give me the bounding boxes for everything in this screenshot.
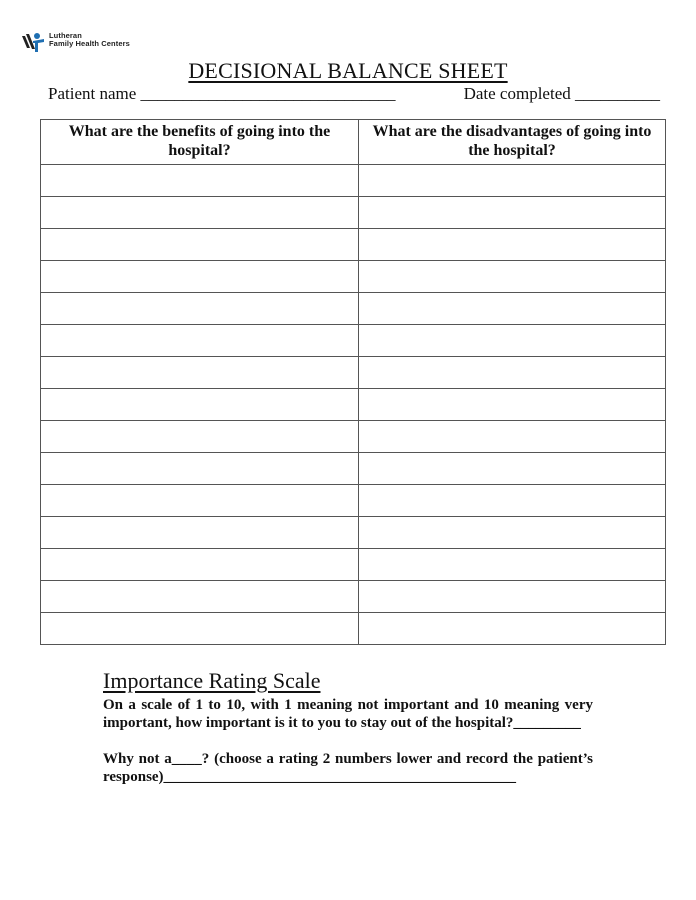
- table-body: [41, 165, 666, 645]
- table-row: [41, 453, 666, 485]
- disadvantage-cell[interactable]: [359, 581, 666, 613]
- date-completed-field[interactable]: Date completed __________: [463, 84, 660, 103]
- disadvantage-cell[interactable]: [359, 421, 666, 453]
- table-row: [41, 389, 666, 421]
- table-row: [41, 357, 666, 389]
- table-row: [41, 293, 666, 325]
- disadvantage-cell[interactable]: [359, 293, 666, 325]
- table-row: [41, 421, 666, 453]
- disadvantage-cell[interactable]: [359, 165, 666, 197]
- benefit-cell[interactable]: [41, 293, 359, 325]
- benefit-cell[interactable]: [41, 421, 359, 453]
- disadvantage-cell[interactable]: [359, 613, 666, 645]
- benefit-cell[interactable]: [41, 229, 359, 261]
- benefit-cell[interactable]: [41, 261, 359, 293]
- logo-line-1: Lutheran: [49, 31, 82, 40]
- table-row: [41, 325, 666, 357]
- table-row: [41, 549, 666, 581]
- importance-rating-title: Importance Rating Scale: [103, 668, 321, 693]
- disadvantages-column-header: What are the disadvantages of going into the hospital?: [359, 120, 666, 165]
- disadvantage-cell[interactable]: [359, 389, 666, 421]
- benefit-cell[interactable]: [41, 197, 359, 229]
- table-row: [41, 165, 666, 197]
- importance-question: On a scale of 1 to 10, with 1 meaning not important and 10 meaning very important, how important is it to you to stay out of the hospital?_________: [103, 697, 593, 731]
- table-row: [41, 229, 666, 261]
- table-row: [41, 613, 666, 645]
- benefit-cell[interactable]: [41, 357, 359, 389]
- benefit-cell[interactable]: [41, 389, 359, 421]
- table-row: [41, 197, 666, 229]
- importance-rating-section: [103, 668, 593, 786]
- disadvantage-cell[interactable]: [359, 197, 666, 229]
- benefit-cell[interactable]: [41, 613, 359, 645]
- logo-line-2: Family Health Centers: [49, 39, 130, 48]
- table-header-row: [41, 120, 666, 165]
- disadvantage-cell[interactable]: [359, 485, 666, 517]
- benefit-cell[interactable]: [41, 517, 359, 549]
- table-row: [41, 517, 666, 549]
- lutheran-cross-figure-icon: [20, 32, 46, 54]
- table-row: [41, 485, 666, 517]
- table-row: [41, 581, 666, 613]
- patient-name-field[interactable]: Patient name ______________________________: [48, 84, 396, 103]
- disadvantage-cell[interactable]: [359, 325, 666, 357]
- logo: [20, 32, 130, 54]
- disadvantage-cell[interactable]: [359, 549, 666, 581]
- benefit-cell[interactable]: [41, 325, 359, 357]
- logo-text: [49, 32, 130, 48]
- benefit-cell[interactable]: [41, 581, 359, 613]
- benefit-cell[interactable]: [41, 453, 359, 485]
- benefit-cell[interactable]: [41, 549, 359, 581]
- disadvantage-cell[interactable]: [359, 453, 666, 485]
- table-row: [41, 261, 666, 293]
- disadvantage-cell[interactable]: [359, 261, 666, 293]
- page-title: DECISIONAL BALANCE SHEET: [188, 58, 508, 83]
- benefits-column-header: What are the benefits of going into the hospital?: [41, 120, 359, 165]
- benefit-cell[interactable]: [41, 165, 359, 197]
- decisional-balance-table: [40, 119, 666, 645]
- benefit-cell[interactable]: [41, 485, 359, 517]
- disadvantage-cell[interactable]: [359, 517, 666, 549]
- disadvantage-cell[interactable]: [359, 357, 666, 389]
- why-not-question: Why not a____? (choose a rating 2 numbers lower and record the patient’s response)_______________________________________________: [103, 751, 593, 785]
- disadvantage-cell[interactable]: [359, 229, 666, 261]
